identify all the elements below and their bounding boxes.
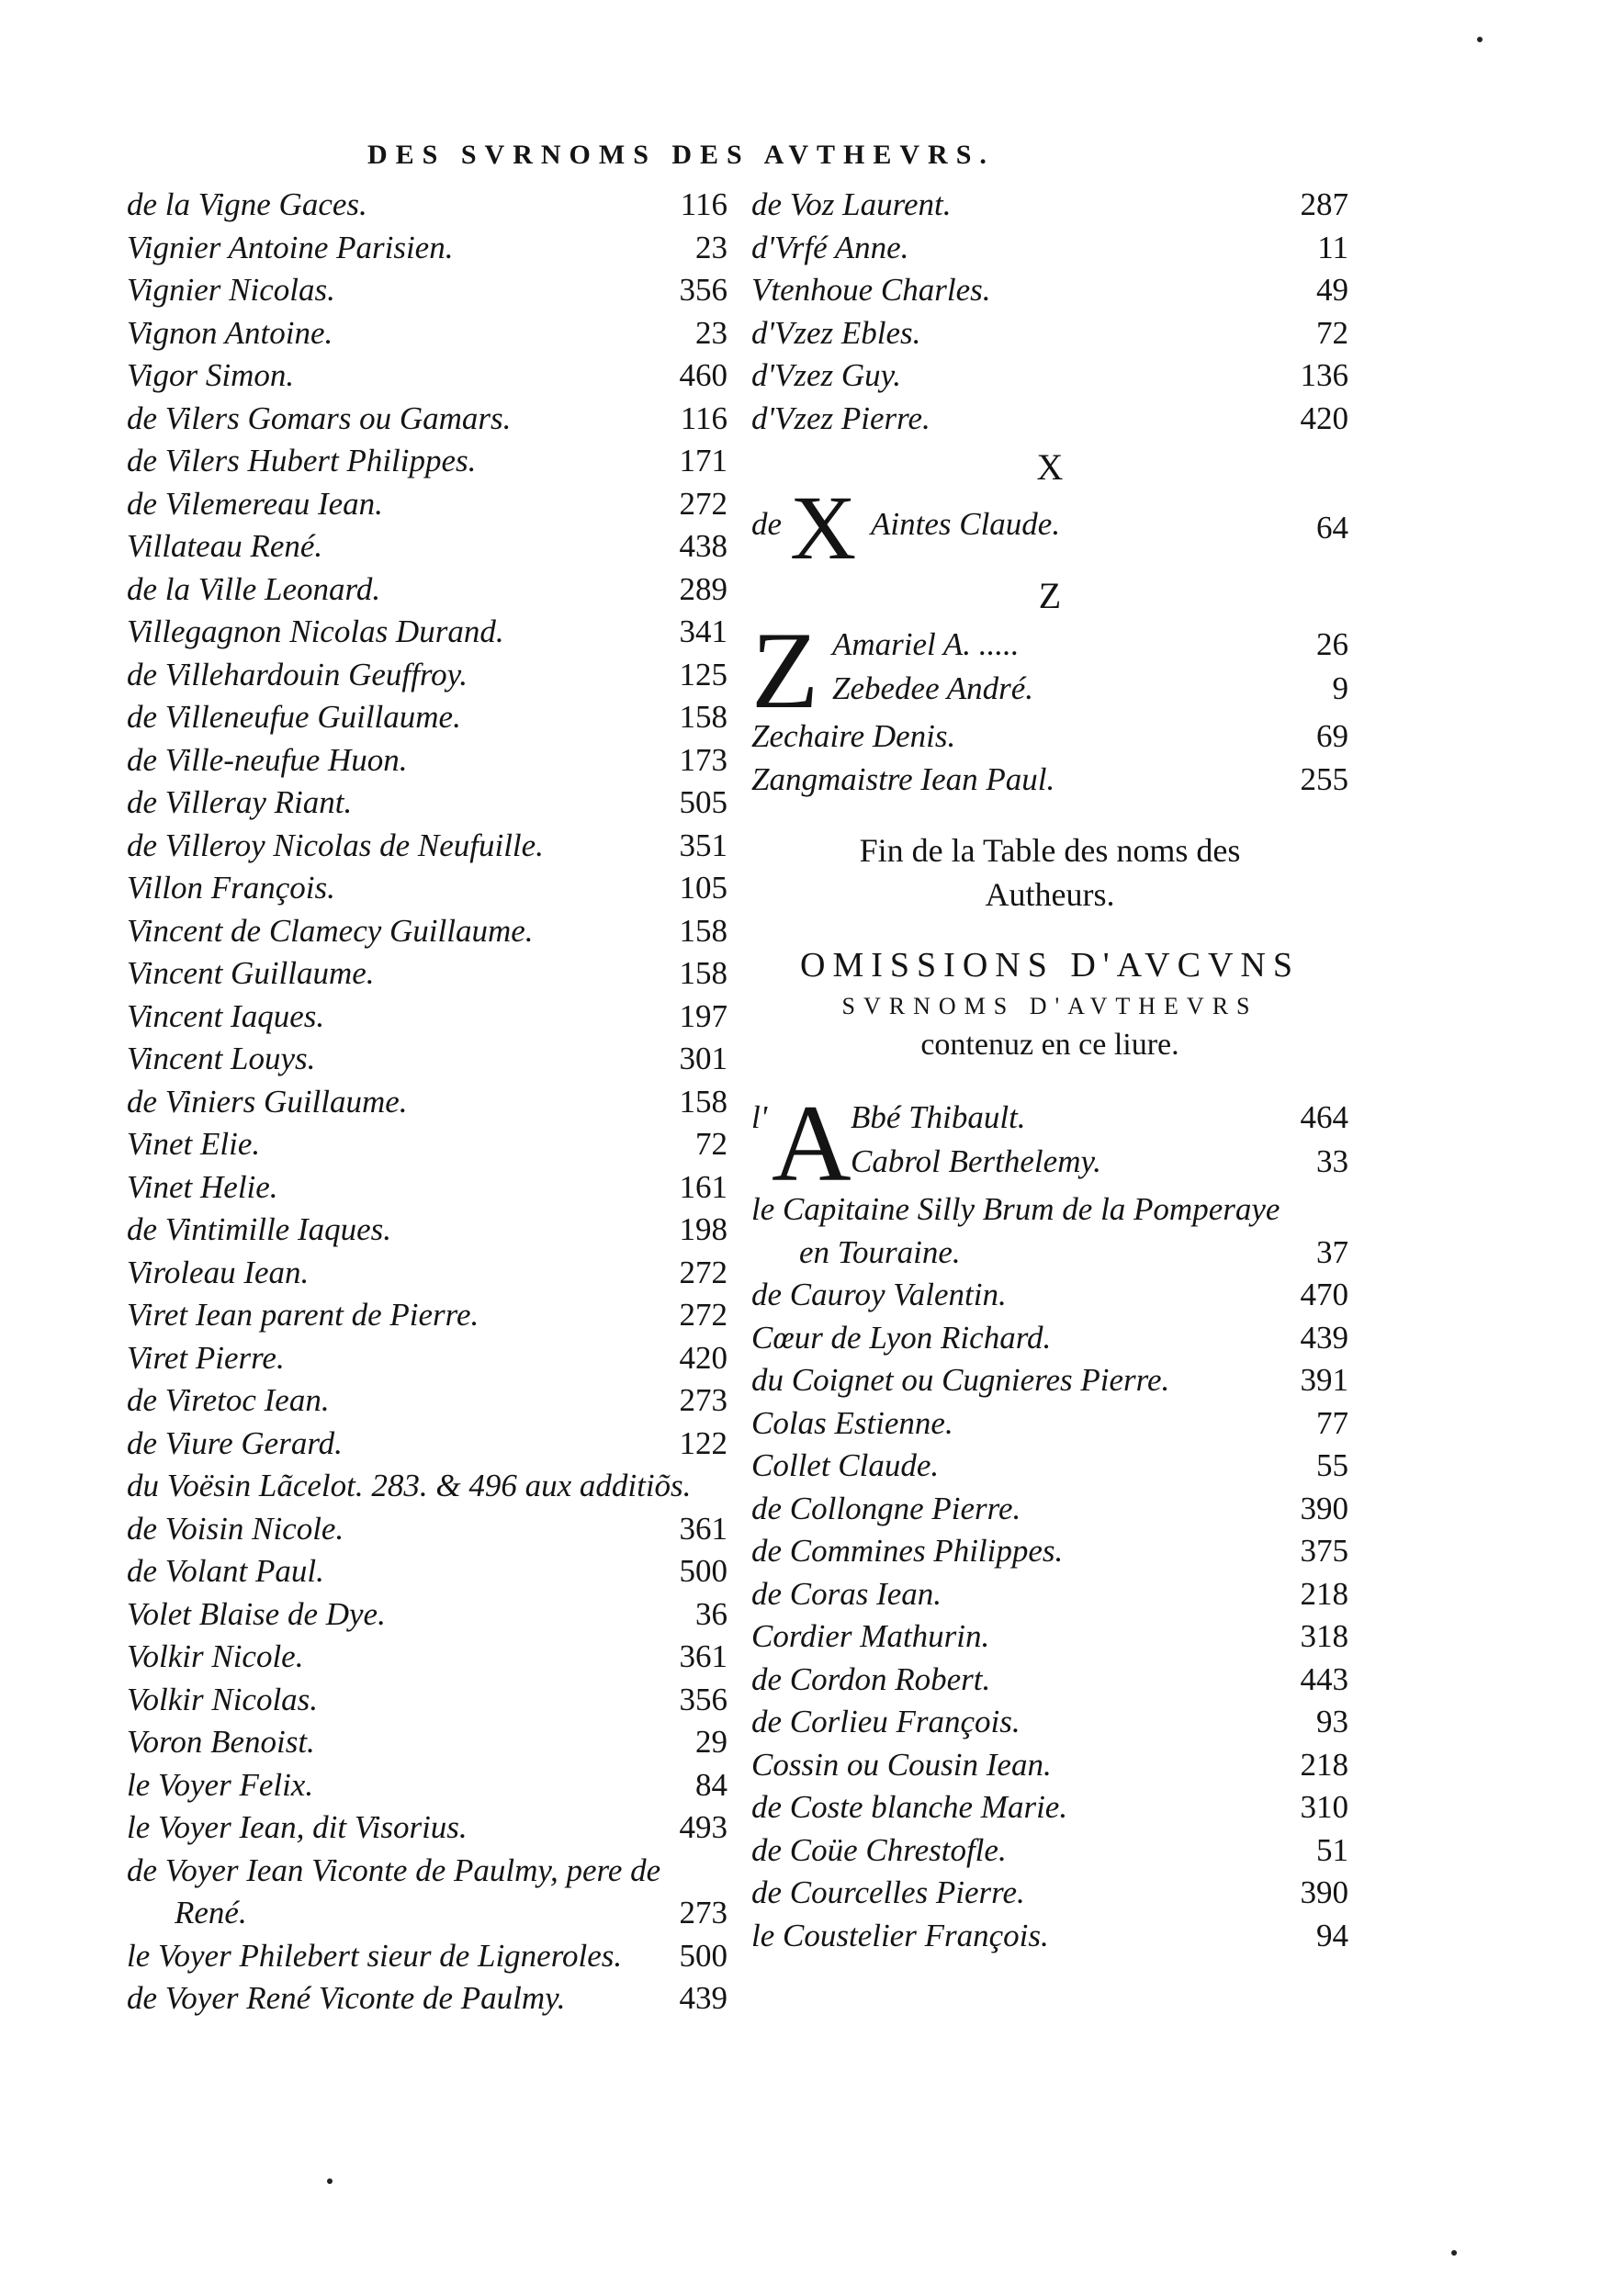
omissions-entry-1: Bbé Thibault. (851, 1099, 1026, 1135)
index-entry (751, 398, 1348, 441)
index-entry (751, 1615, 1348, 1659)
entry-name: de Courcelles Pierre. (751, 1874, 1025, 1910)
index-entry (751, 184, 1348, 227)
index-entry (127, 1337, 727, 1380)
index-entry (127, 1379, 727, 1423)
entry-page-number: 289 (679, 570, 727, 607)
index-entry (127, 1423, 727, 1466)
entry-name: Vigor Simon. (127, 357, 295, 393)
z-entry-1-page: 26 (1316, 626, 1348, 662)
z-entry-2-page: 9 (1332, 670, 1348, 706)
entry-page-number: 77 (1316, 1404, 1348, 1441)
entry-page-number: 500 (679, 1553, 727, 1589)
index-entry (127, 1977, 727, 2020)
index-entry (127, 696, 727, 739)
entry-page-number: 439 (1300, 1319, 1348, 1356)
entry-page-number: 272 (679, 485, 727, 522)
index-entry (127, 1550, 727, 1593)
entry-page-number: 158 (679, 912, 727, 949)
entry-name: de Coste blanche Marie. (751, 1789, 1068, 1825)
entry-page-number: 158 (679, 699, 727, 735)
speck (1477, 37, 1483, 42)
entry-name: d'Vrfé Anne. (751, 229, 909, 265)
entry-page-number: 287 (1300, 186, 1348, 222)
drop-cap-z: Z (751, 609, 819, 731)
z-entry-1: Amariel A. ..... (832, 626, 1020, 662)
entry-name: d'Vzez Guy. (751, 357, 902, 393)
index-entry (751, 1402, 1348, 1446)
entry-name: Zangmaistre Iean Paul. (751, 760, 1055, 797)
entry-page-number: 116 (680, 186, 727, 222)
entry-page-number: 72 (1316, 314, 1348, 351)
entry-page-number: 439 (679, 1980, 727, 2016)
entry-name: le Coustelier François. (751, 1917, 1049, 1953)
entry-name: Colas Estienne. (751, 1404, 953, 1441)
drop-cap-a: A (772, 1082, 851, 1204)
x-entry (751, 477, 1348, 579)
index-entry (751, 1701, 1348, 1744)
entry-page-number: 29 (695, 1724, 727, 1760)
index-entry (751, 1744, 1348, 1787)
entry-name: Vincent Louys. (127, 1041, 316, 1076)
entry-name: en Touraine. (799, 1233, 961, 1270)
index-entry (127, 1593, 727, 1637)
index-entry (127, 1806, 727, 1850)
index-entry (127, 1508, 727, 1551)
entry-page-number: 37 (1316, 1233, 1348, 1270)
entry-page-number: 171 (679, 443, 727, 478)
index-entry (127, 611, 727, 654)
entry-name: de Corlieu François. (751, 1704, 1021, 1739)
index-entry (127, 1935, 727, 1978)
entry-name: Vinet Helie. (127, 1168, 278, 1205)
index-entry (127, 1209, 727, 1252)
index-entry (127, 952, 727, 996)
section-heading-z: Z (1038, 575, 1062, 616)
entry-name: Vignon Antoine. (127, 314, 333, 351)
entry-name: Volkir Nicole. (127, 1638, 304, 1674)
z-entries (751, 715, 1348, 801)
entry-page-number: 361 (679, 1638, 727, 1674)
index-entry (751, 759, 1348, 802)
entry-name: Viret Iean parent de Pierre. (127, 1297, 479, 1333)
entry-page-number: 51 (1316, 1831, 1348, 1868)
entry-name: Voron Benoist. (127, 1724, 315, 1760)
index-entry (127, 654, 727, 697)
entry-name: de la Vigne Gaces. (127, 186, 367, 222)
entry-page-number: 318 (1300, 1618, 1348, 1654)
running-head: DES SVRNOMS DES AVTHEVRS. (367, 140, 995, 170)
entry-name: Viret Pierre. (127, 1339, 285, 1376)
entry-page-number: 356 (679, 272, 727, 308)
entry-page-number: 158 (679, 1083, 727, 1120)
index-entry (127, 1892, 727, 1935)
index-entry (751, 1188, 1348, 1232)
index-entry (127, 1252, 727, 1295)
entry-page-number: 198 (679, 1211, 727, 1247)
entry-name: de Voz Laurent. (751, 186, 952, 222)
entry-page-number: 55 (1316, 1447, 1348, 1483)
entry-page-number: 272 (679, 1254, 727, 1290)
entry-page-number: 420 (1300, 400, 1348, 436)
index-entry (751, 269, 1348, 312)
entry-page-number: 273 (679, 1382, 727, 1418)
entry-name: Cordier Mathurin. (751, 1618, 990, 1654)
index-entry (751, 1274, 1348, 1317)
entry-page-number: 505 (679, 784, 727, 820)
entry-page-number: 23 (695, 229, 727, 265)
index-entry (127, 1465, 727, 1508)
index-entry (127, 1764, 727, 1807)
entry-page-number: 390 (1300, 1874, 1348, 1910)
index-entry (751, 312, 1348, 355)
x-entry-name: Aintes Claude. (871, 506, 1061, 542)
entry-page-number: 272 (679, 1297, 727, 1333)
entry-page-number: 493 (679, 1809, 727, 1845)
entry-name: Zechaire Denis. (751, 718, 956, 754)
entry-name: le Capitaine Silly Brum de la Pomperaye (751, 1191, 1280, 1227)
entry-page-number: 301 (679, 1041, 727, 1076)
index-entry (127, 312, 727, 355)
v-entries-continued (751, 184, 1348, 440)
omissions-subtitle: SVRNOMS D'AVTHEVRS (841, 993, 1258, 1019)
drop-cap-x: X (790, 477, 857, 579)
x-entry-page: 64 (1316, 510, 1348, 546)
entry-name: Cœur de Lyon Richard. (751, 1319, 1052, 1356)
entry-page-number: 438 (679, 528, 727, 564)
entry-name: Vtenhoue Charles. (751, 272, 991, 308)
index-entry (127, 739, 727, 782)
entry-page-number: 218 (1300, 1575, 1348, 1612)
entry-page-number: 105 (679, 870, 727, 906)
index-entry (127, 1081, 727, 1124)
index-entry (127, 1850, 727, 1893)
entry-name: Volkir Nicolas. (127, 1681, 319, 1717)
index-entry (751, 1786, 1348, 1829)
left-column (127, 184, 727, 2020)
entry-page-number: 23 (695, 314, 727, 351)
entry-name: de Viretoc Iean. (127, 1382, 330, 1418)
entry-page-number: 94 (1316, 1917, 1348, 1953)
entry-page-number: 72 (695, 1126, 727, 1162)
entry-name: de Vilers Hubert Philippes. (127, 443, 477, 478)
entry-name: Vinet Elie. (127, 1126, 261, 1162)
index-entry (127, 910, 727, 953)
entry-page-number: 351 (679, 827, 727, 863)
index-entry (127, 1721, 727, 1764)
omissions-entry-2-page: 33 (1316, 1143, 1348, 1179)
z-entry-2: Zebedee André. (832, 670, 1034, 706)
index-entry (127, 568, 727, 612)
entry-name: de Villeray Riant. (127, 784, 353, 820)
entry-page-number: 390 (1300, 1490, 1348, 1526)
entry-page-number: 158 (679, 955, 727, 991)
entry-name: d'Vzez Pierre. (751, 400, 930, 436)
end-note-line-1: Fin de la Table des noms des (859, 832, 1241, 869)
omissions-title: OMISSIONS D'AVCVNS (800, 946, 1300, 985)
index-entry (751, 1359, 1348, 1402)
entry-name: de Cauroy Valentin. (751, 1277, 1007, 1312)
omissions-prefix: l' (751, 1099, 768, 1135)
entry-page-number: 391 (1300, 1362, 1348, 1398)
omissions-entries (751, 1188, 1348, 1957)
entry-name: le Voyer Iean, dit Visorius. (127, 1809, 468, 1845)
index-entry (751, 1915, 1348, 1958)
entry-name: de Villeroy Nicolas de Neufuille. (127, 827, 544, 863)
entry-name: de la Ville Leonard. (127, 570, 381, 607)
index-entry (127, 355, 727, 398)
index-entry (751, 1659, 1348, 1702)
index-entry (127, 825, 727, 868)
index-entry (127, 867, 727, 910)
end-of-table-note (751, 828, 1348, 917)
right-column (751, 184, 1348, 1957)
entry-page-number: 116 (680, 400, 727, 436)
entry-page-number: 341 (679, 613, 727, 649)
index-entry (751, 1317, 1348, 1360)
index-entry (751, 1488, 1348, 1531)
entry-name: Villegagnon Nicolas Durand. (127, 613, 504, 649)
index-entry (127, 440, 727, 483)
entry-name: de Villeneufue Guillaume. (127, 699, 461, 735)
index-entry (127, 1123, 727, 1166)
entry-page-number: 161 (679, 1168, 727, 1205)
entry-name: de Vilers Gomars ou Gamars. (127, 400, 512, 436)
entry-page-number: 470 (1300, 1277, 1348, 1312)
entry-name: Villateau René. (127, 528, 323, 564)
omissions-entry-1-page: 464 (1300, 1099, 1348, 1135)
omissions-entry-2: Cabrol Berthelemy. (851, 1143, 1101, 1179)
speck (327, 2178, 333, 2184)
entry-page-number: 122 (679, 1424, 727, 1461)
index-entry (127, 782, 727, 825)
end-note-line-2: Autheurs. (985, 876, 1115, 913)
entry-name: de Coras Iean. (751, 1575, 942, 1612)
entry-page-number: 218 (1300, 1746, 1348, 1783)
entry-name: Villon François. (127, 870, 335, 906)
entry-name: le Voyer Philebert sieur de Ligneroles. (127, 1937, 623, 1974)
index-entry (127, 1636, 727, 1679)
entry-page-number: 356 (679, 1681, 727, 1717)
index-entry (127, 269, 727, 312)
entry-name: de Viure Gerard. (127, 1424, 343, 1461)
x-entry-prefix: de (751, 506, 783, 542)
entry-page-number: 197 (679, 997, 727, 1034)
entry-name: de Coüe Chrestofle. (751, 1831, 1007, 1868)
entry-page-number: 69 (1316, 718, 1348, 754)
index-entry (127, 184, 727, 227)
entry-name: de Volant Paul. (127, 1553, 324, 1589)
index-entry (751, 1829, 1348, 1873)
entry-page-number: 11 (1317, 229, 1348, 265)
index-entry (127, 1038, 727, 1081)
entry-page-number: 460 (679, 357, 727, 393)
entry-name: Vignier Antoine Parisien. (127, 229, 454, 265)
entry-page-number: 310 (1300, 1789, 1348, 1825)
entry-name: de Collongne Pierre. (751, 1490, 1021, 1526)
entry-name: Cossin ou Cousin Iean. (751, 1746, 1052, 1783)
entry-name: d'Vzez Ebles. (751, 314, 921, 351)
entry-name: Vincent Iaques. (127, 997, 325, 1034)
index-entry (127, 1166, 727, 1210)
entry-name: Vincent de Clamecy Guillaume. (127, 912, 534, 949)
index-entry (127, 996, 727, 1039)
omissions-subtitle-2: contenuz en ce liure. (920, 1028, 1179, 1062)
index-entry (127, 483, 727, 526)
entry-page-number: 125 (679, 656, 727, 692)
index-entry (751, 1445, 1348, 1488)
entry-page-number: 361 (679, 1510, 727, 1547)
section-heading-x: X (1036, 446, 1064, 488)
entry-name: de Voisin Nicole. (127, 1510, 344, 1547)
index-entry (127, 525, 727, 568)
entry-page-number: 273 (679, 1895, 727, 1930)
omissions-drop-block (751, 1082, 1348, 1204)
entry-name: de Villehardouin Geuffroy. (127, 656, 468, 692)
entry-name: Viroleau Iean. (127, 1254, 310, 1290)
index-entry (751, 355, 1348, 398)
entry-page-number: 443 (1300, 1660, 1348, 1697)
entry-name: de Voyer René Viconte de Paulmy. (127, 1980, 566, 2016)
entry-name: de Voyer Iean Viconte de Paulmy, pere de (127, 1851, 661, 1888)
entry-name: René. (175, 1895, 247, 1930)
entry-name: Vignier Nicolas. (127, 272, 335, 308)
entry-page-number: 420 (679, 1339, 727, 1376)
index-entry (751, 1573, 1348, 1616)
entry-name: Vincent Guillaume. (127, 955, 375, 991)
entry-page-number: 93 (1316, 1704, 1348, 1739)
entry-name: de Cordon Robert. (751, 1660, 991, 1697)
entry-name: du Coignet ou Cugnieres Pierre. (751, 1362, 1170, 1398)
entry-name: de Ville-neufue Huon. (127, 741, 408, 778)
entry-page-number: 500 (679, 1937, 727, 1974)
entry-name: Volet Blaise de Dye. (127, 1595, 386, 1632)
index-entry (127, 227, 727, 270)
speck (1451, 2250, 1457, 2256)
entry-page-number: 84 (695, 1766, 727, 1803)
entry-page-number: 49 (1316, 272, 1348, 308)
entry-name: du Voësin Lãcelot. 283. & 496 aux additiõs. (127, 1468, 692, 1503)
entry-page-number: 173 (679, 741, 727, 778)
index-entry (127, 1679, 727, 1722)
entry-name: de Commines Philippes. (751, 1533, 1064, 1569)
index-entry (751, 1530, 1348, 1573)
index-entry (751, 227, 1348, 270)
entry-page-number: 375 (1300, 1533, 1348, 1569)
entry-name: le Voyer Felix. (127, 1766, 314, 1803)
entry-name: de Viniers Guillaume. (127, 1083, 408, 1120)
index-entry (751, 715, 1348, 759)
index-entry (751, 1232, 1348, 1275)
z-drop-block (751, 609, 1348, 731)
entry-name: Collet Claude. (751, 1447, 940, 1483)
entry-name: de Vintimille Iaques. (127, 1211, 392, 1247)
index-entry (127, 398, 727, 441)
entry-page-number: 255 (1300, 760, 1348, 797)
entry-page-number: 136 (1300, 357, 1348, 393)
entry-page-number: 36 (695, 1595, 727, 1632)
index-entry (751, 1872, 1348, 1915)
index-entry (127, 1294, 727, 1337)
entry-name: de Vilemereau Iean. (127, 485, 383, 522)
